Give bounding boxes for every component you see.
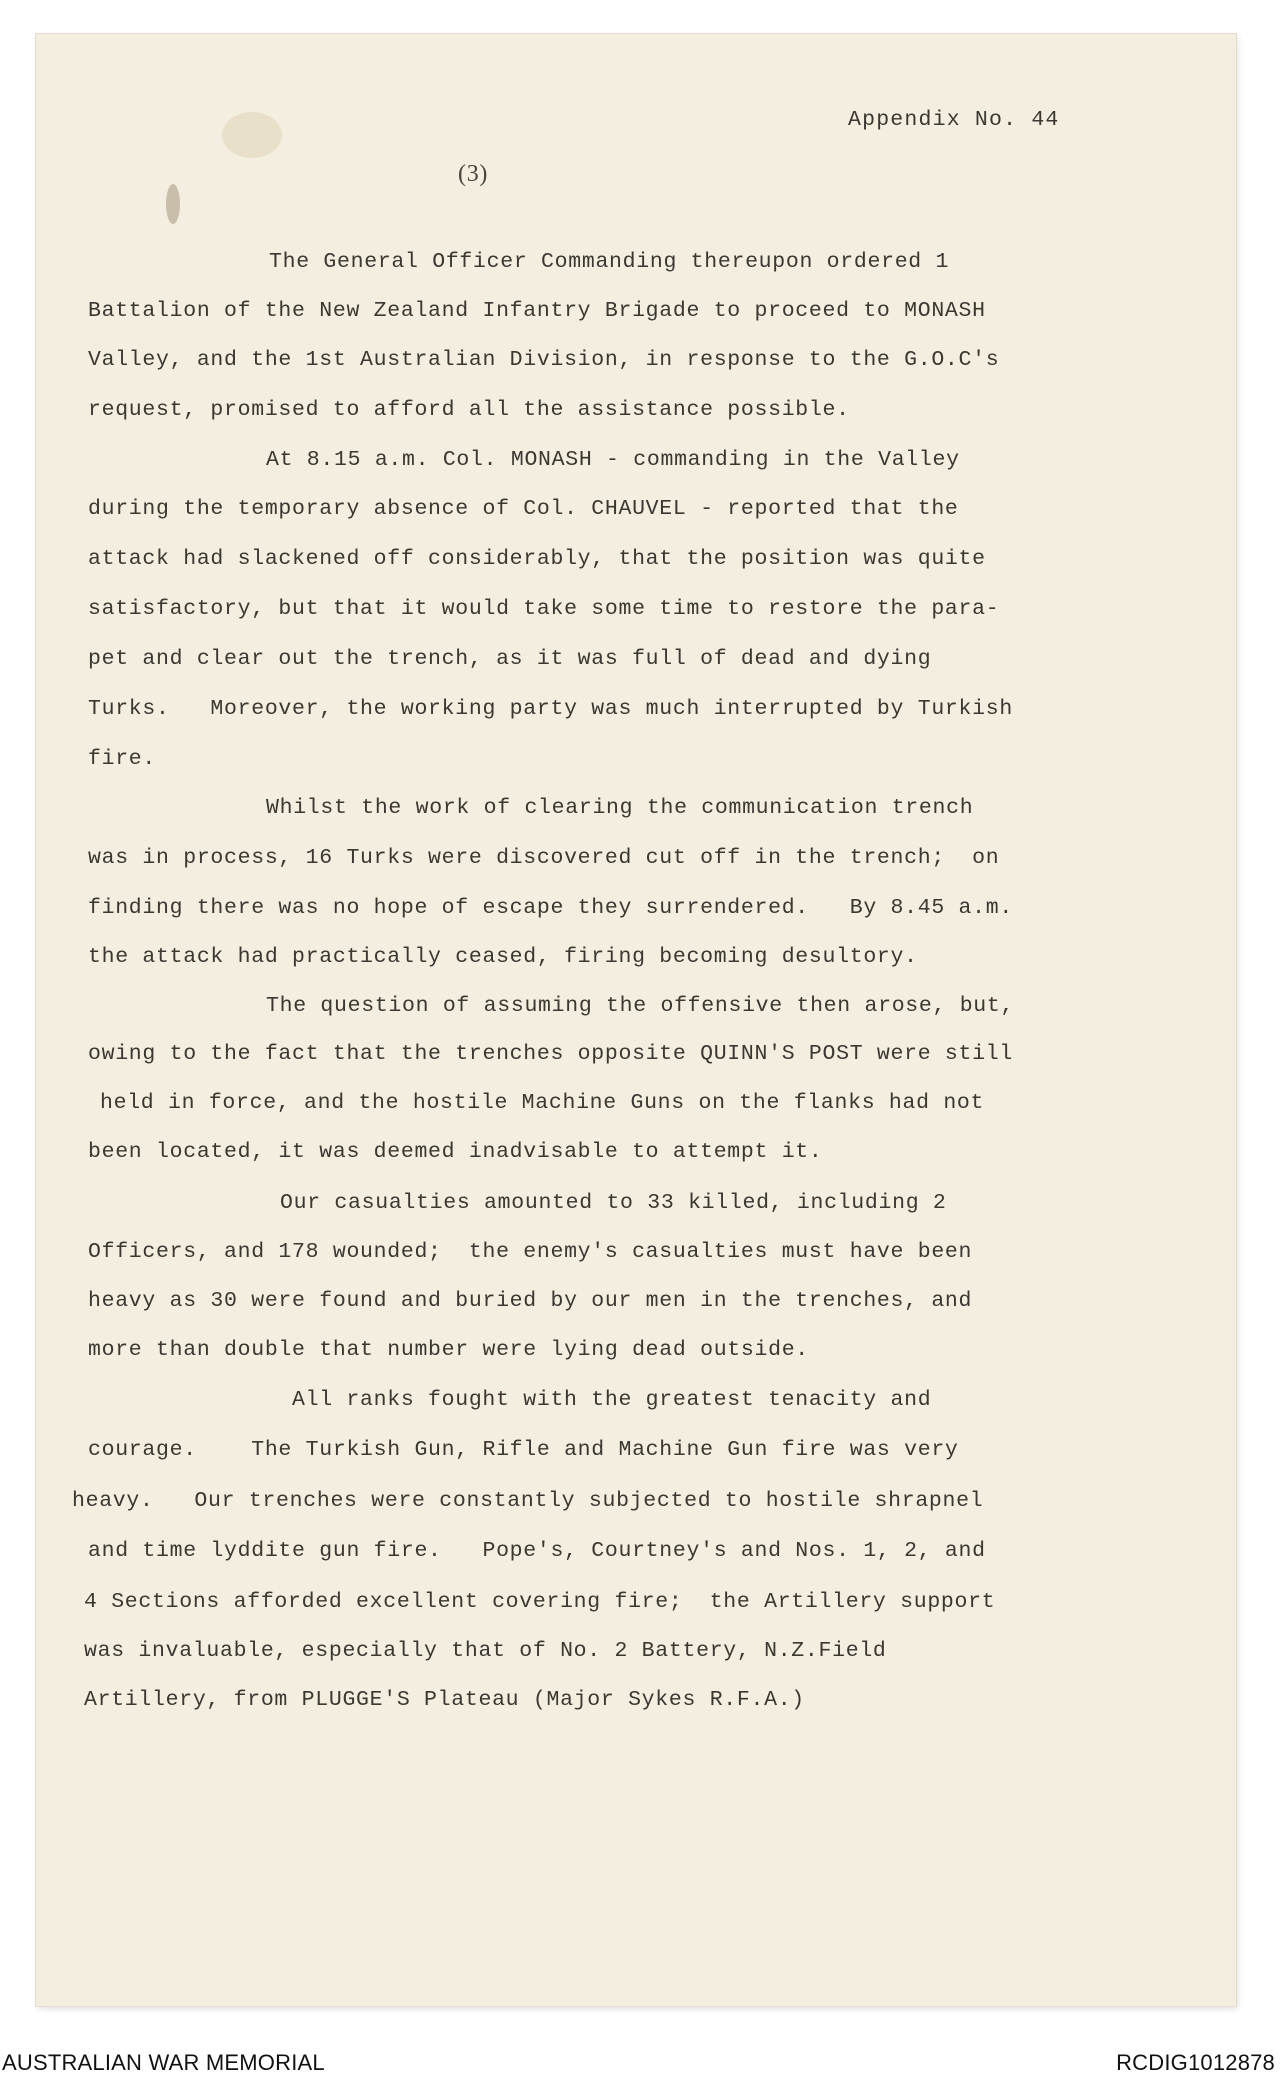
text-line: during the temporary absence of Col. CHAUVEL - reported that the: [88, 497, 959, 521]
paper-stain: [166, 184, 180, 224]
paper-stain: [222, 112, 282, 158]
footer-credit: AUSTRALIAN WAR MEMORIAL: [2, 2050, 325, 2075]
text-line: request, promised to afford all the assistance possible.: [88, 398, 850, 422]
text-line: was in process, 16 Turks were discovered cut off in the trench; on: [88, 846, 1000, 870]
text-line: 4 Sections afforded excellent covering fire; the Artillery support: [84, 1590, 996, 1614]
text-line: was invaluable, especially that of No. 2 Battery, N.Z.Field: [84, 1639, 887, 1663]
text-line: and time lyddite gun fire. Pope's, Courtney's and Nos. 1, 2, and: [88, 1539, 986, 1563]
text-line: At 8.15 a.m. Col. MONASH - commanding in the Valley: [266, 448, 960, 472]
text-line: The question of assuming the offensive then arose, but,: [266, 994, 1015, 1018]
text-line: The General Officer Commanding thereupon ordered 1: [269, 250, 950, 274]
text-line: Officers, and 178 wounded; the enemy's casualties must have been: [88, 1240, 973, 1264]
text-line: heavy. Our trenches were constantly subjected to hostile shrapnel: [72, 1489, 984, 1513]
text-line: fire.: [88, 747, 157, 771]
text-line: courage. The Turkish Gun, Rifle and Machine Gun fire was very: [88, 1438, 959, 1462]
text-line: finding there was no hope of escape they surrendered. By 8.45 a.m.: [88, 896, 1013, 920]
text-line: Turks. Moreover, the working party was much interrupted by Turkish: [88, 697, 1013, 721]
text-line: held in force, and the hostile Machine Guns on the flanks had not: [100, 1091, 985, 1115]
text-line: All ranks fought with the greatest tenacity and: [292, 1388, 932, 1412]
text-line: Battalion of the New Zealand Infantry Brigade to proceed to MONASH: [88, 299, 986, 323]
text-line: the attack had practically ceased, firing becoming desultory.: [88, 945, 918, 969]
text-line: Whilst the work of clearing the communication trench: [266, 796, 974, 820]
footer-catalogue-id: RCDIG1012878: [1116, 2050, 1275, 2075]
text-line: Our casualties amounted to 33 killed, including 2: [280, 1191, 947, 1215]
text-line: more than double that number were lying dead outside.: [88, 1338, 809, 1362]
text-line: heavy as 30 were found and buried by our men in the trenches, and: [88, 1289, 973, 1313]
appendix-label: Appendix No. 44: [848, 108, 1060, 132]
text-line: Artillery, from PLUGGE'S Plateau (Major Sykes R.F.A.): [84, 1688, 805, 1712]
text-line: attack had slackened off considerably, that the position was quite: [88, 547, 986, 571]
text-line: been located, it was deemed inadvisable to attempt it.: [88, 1140, 823, 1164]
page-number: (3): [458, 161, 489, 187]
text-line: pet and clear out the trench, as it was full of dead and dying: [88, 647, 932, 671]
text-line: Valley, and the 1st Australian Division, in response to the G.O.C's: [88, 348, 1000, 372]
text-line: satisfactory, but that it would take some time to restore the para-: [88, 597, 1000, 621]
text-line: owing to the fact that the trenches opposite QUINN'S POST were still: [88, 1042, 1013, 1066]
